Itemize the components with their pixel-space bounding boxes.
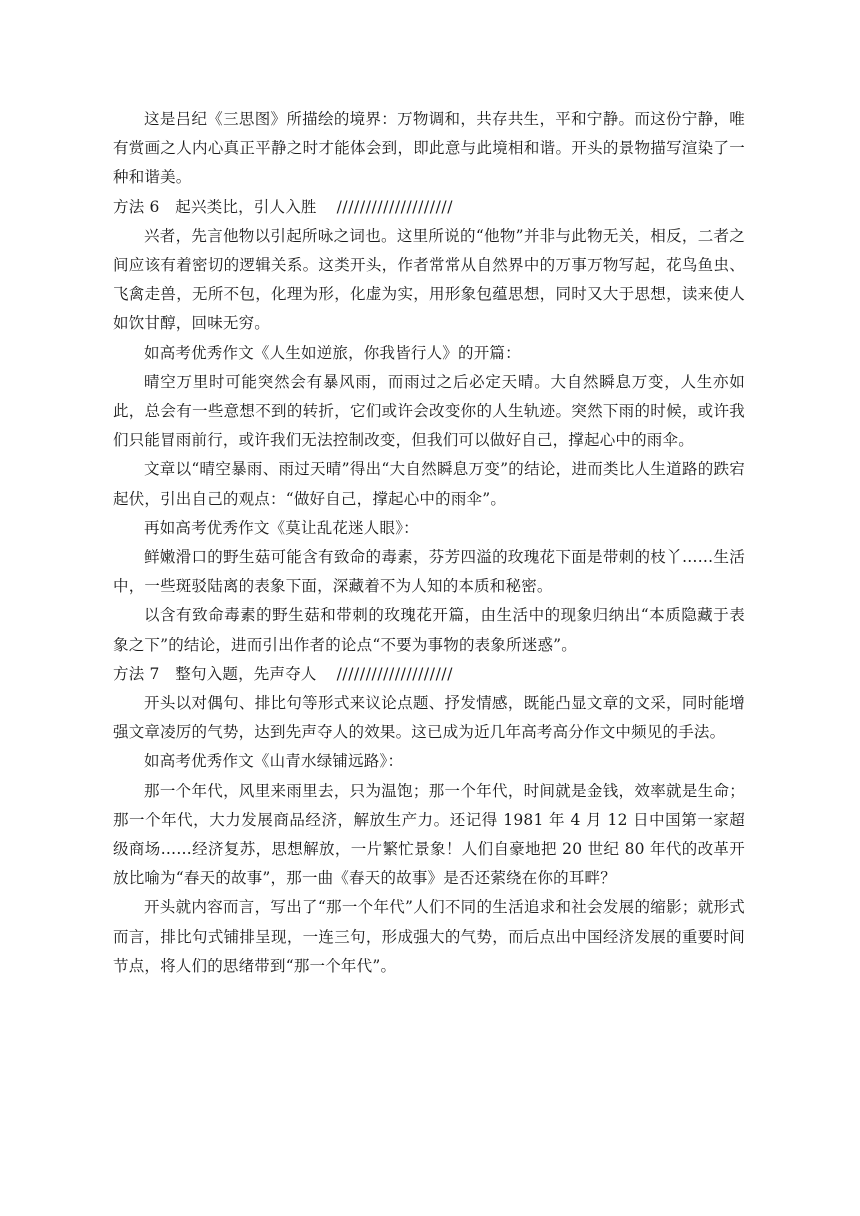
heading-slashes: //////////////////// — [336, 664, 454, 683]
paragraph: 开头就内容而言，写出了“那一个年代”人们不同的生活追求和社会发展的缩影；就形式而言，排比句式铺排呈现，一连三句，形成强大的气势，而后点出中国经济发展的重要时间节点，将人们的思绪带到“那一个年代”。 — [113, 898, 745, 975]
paragraph: 这是吕纪《三思图》所描绘的境界：万物调和，共存共生，平和宁静。而这份宁静，唯有赏画之人内心真正平静之时才能体会到，即此意与此境相和谐。开头的景物描写渲染了一种和谐美。 — [113, 110, 745, 187]
method-heading-text: 方法 7 整句入题，先声夺人 — [113, 664, 317, 683]
document-body — [113, 105, 745, 981]
paragraph: 鲜嫩滑口的野生菇可能含有致命的毒素，芬芳四溢的玫瑰花下面是带刺的枝丫……生活中，一些斑驳陆离的表象下面，深藏着不为人知的本质和秘密。 — [113, 548, 745, 596]
paragraph: 晴空万里时可能突然会有暴风雨，而雨过之后必定天晴。大自然瞬息万变，人生亦如此，总会有一些意想不到的转折，它们或许会改变你的人生轨迹。突然下雨的时候，或许我们只能冒雨前行，或许我们无法控制改变，但我们可以做好自己，撑起心中的雨伞。 — [113, 372, 745, 450]
method-heading — [113, 193, 745, 222]
paragraph: 以含有致命毒素的野生菇和带刺的玫瑰花开篇，由生活中的现象归纳出“本质隐藏于表象之下”的结论，进而引出作者的论点“不要为事物的表象所迷惑”。 — [113, 606, 745, 654]
heading-slashes: //////////////////// — [336, 197, 454, 216]
method-heading-text: 方法 6 起兴类比，引人入胜 — [113, 197, 317, 216]
paragraph: 如高考优秀作文《山青水绿铺远路》： — [144, 752, 404, 771]
paragraph: 文章以“晴空暴雨、雨过天晴”得出“大自然瞬息万变”的结论，进而类比人生道路的跌宕起伏，引出自己的观点：“做好自己，撑起心中的雨伞”。 — [113, 460, 745, 508]
paragraph: 开头以对偶句、排比句等形式来议论点题、抒发情感，既能凸显文章的文采，同时能增强文章凌厉的气势，达到先声夺人的效果。这已成为近几年高考高分作文中频见的手法。 — [113, 694, 745, 742]
paragraph: 如高考优秀作文《人生如逆旅，你我皆行人》的开篇： — [144, 343, 521, 362]
paragraph: 再如高考优秀作文《莫让乱花迷人眼》： — [144, 518, 419, 537]
method-heading — [113, 660, 745, 689]
paragraph: 兴者，先言他物以引起所咏之词也。这里所说的“他物”并非与此物无关，相反，二者之间应该有着密切的逻辑关系。这类开头，作者常常从自然界中的万事万物写起，花鸟鱼虫、飞禽走兽，无所不包，化理为形，化虚为实，用形象包蕴思想，同时又大于思想，读来使人如饮甘醇，回味无穷。 — [113, 226, 745, 333]
paragraph: 那一个年代，风里来雨里去，只为温饱；那一个年代，时间就是金钱，效率就是生命；那一个年代，大力发展商品经济，解放生产力。还记得 1981 年 4 月 12 日中国第一家超级商场……经济复苏，思想解放，一片繁忙景象！人们自豪地把 20 世纪 80 年代的改革开放比喻为“春天的故事”，那一曲《春天的故事》是否还萦绕在你的耳畔？ — [113, 781, 745, 888]
